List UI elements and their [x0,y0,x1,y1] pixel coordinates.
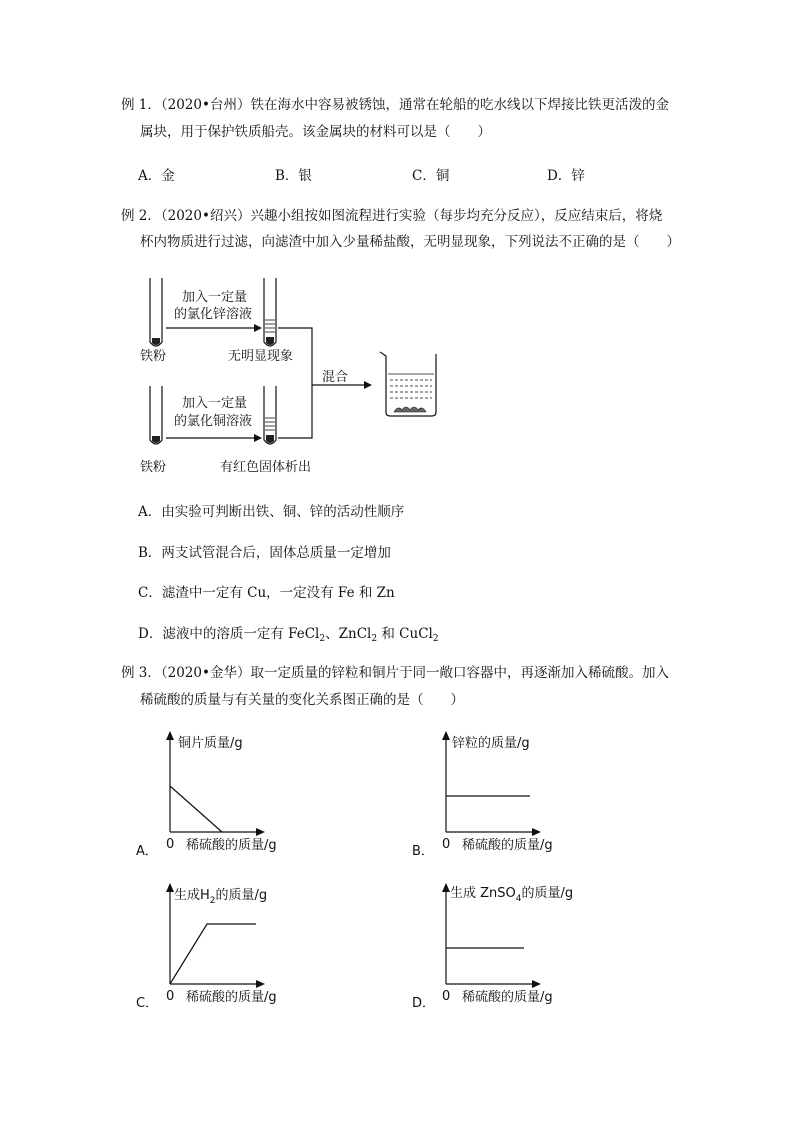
q1-line2: 属块，用于保护铁质船壳。该金属块的材料可以是（ ） [140,124,491,140]
arrow-head-1 [254,324,262,332]
graph-c [130,880,310,1010]
graph-a-curve [170,786,222,832]
graph-c-x-arrow [256,980,265,988]
graph-a-letter: A． [136,844,158,858]
q2-option-b: B．两支试管混合后，固体总质量一定增加 [138,545,391,561]
test-tube-bottom-right [264,386,276,444]
q2-option-d-mid2: 和 CuCl [377,626,433,642]
step1-line2: 的氯化锌溶液 [174,307,253,322]
q2-option-d-prefix: D．滤液中的溶质一定有 FeCl [138,626,320,642]
result2-text: 有红色固体析出 [220,460,312,475]
q1-option-a: A．金 [138,168,175,184]
q3-line1: 例 3．（2020•金华）取一定质量的锌粒和铜片于同一敞口容器中，再逐渐加入稀硫酸。加入 [121,665,669,681]
merge-bracket [278,328,312,438]
graph-d-origin: 0 [442,989,451,1004]
tube2-label: 铁粉 [140,460,167,475]
graph-c-xlabel: 稀硫酸的质量/g [186,990,277,1005]
graph-d-ylabel-pre: 生成 ZnSO [450,886,516,901]
q2-option-d-sub1: 2 [319,634,326,644]
arrow-head-2 [254,434,262,442]
q2-option-d-sub3: 2 [432,634,439,644]
beaker [380,352,436,416]
q2-option-d-mid1: 、ZnCl [325,626,372,642]
graph-d-xlabel: 稀硫酸的质量/g [462,990,553,1005]
graph-d-y-arrow [442,883,450,892]
tube1-label: 铁粉 [140,349,167,364]
graph-b-origin: 0 [442,837,451,852]
graph-b-xlabel: 稀硫酸的质量/g [462,838,553,853]
graph-d-ylabel-post: 的质量/g [521,886,574,901]
graph-d-ylabel-sub: 4 [515,894,522,904]
q3-line2: 稀硫酸的质量与有关量的变化关系图正确的是（ ） [140,692,464,708]
test-tube-bottom-left [150,386,162,444]
q2-line1: 例 2．（2020•绍兴）兴趣小组按如图流程进行实验（每步均充分反应），反应结束后，将烧 [121,208,663,224]
graph-d [406,880,606,1010]
graph-b-y-arrow [442,731,450,740]
q2-line2: 杯内物质进行过滤，向滤渣中加入少量稀盐酸，无明显现象，下列说法不正确的是（ ） [140,234,680,250]
graph-a [130,728,310,858]
graph-d-x-arrow [532,980,541,988]
q2-option-c: C．滤渣中一定有 Cu，一定没有 Fe 和 Zn [138,585,395,601]
graph-d-ylabel [450,885,573,904]
q1-option-c: C．铜 [412,168,450,184]
q2-option-d-sub2: 2 [371,634,378,644]
q2-option-d [138,622,439,642]
test-tube-top-left [150,278,162,346]
q2-option-a: A．由实验可判断出铁、铜、锌的活动性顺序 [138,504,405,520]
q1-option-b: B．银 [275,168,312,184]
graph-a-xlabel: 稀硫酸的质量/g [186,838,277,853]
q1-line1: 例 1．（2020•台州）铁在海水中容易被锈蚀，通常在轮船的吃水线以下焊接比铁更活泼的金 [121,97,669,113]
mix-label: 混合 [322,370,349,385]
graph-a-origin: 0 [166,837,175,852]
graph-c-ylabel-post: 的质量/g [215,888,268,903]
step1-line1: 加入一定量 [182,290,248,305]
graph-b-x-arrow [532,828,541,836]
graph-c-curve [170,924,256,984]
graph-c-letter: C． [136,996,159,1010]
graph-c-ylabel-pre: 生成H [174,888,210,903]
graph-c-ylabel [174,887,267,906]
q1-option-d: D．锌 [547,168,585,184]
mix-arrow-head [364,381,372,389]
graph-d-letter: D． [412,996,436,1010]
experiment-flow-diagram [130,268,450,483]
graph-c-ylabel-sub: 2 [209,896,216,906]
graph-a-y-arrow [166,731,174,740]
graph-a-x-arrow [256,828,265,836]
graph-c-origin: 0 [166,989,175,1004]
graph-b-ylabel: 锌粒的质量/g [452,736,530,751]
graph-a-ylabel: 铜片质量/g [178,736,243,751]
graph-b [406,728,586,858]
graph-b-letter: B． [412,844,434,858]
step2-line1: 加入一定量 [182,396,248,411]
test-tube-top-right [264,278,276,346]
step2-line2: 的氯化铜溶液 [174,414,253,429]
result1-text: 无明显现象 [228,349,294,364]
graph-c-y-arrow [166,883,174,892]
